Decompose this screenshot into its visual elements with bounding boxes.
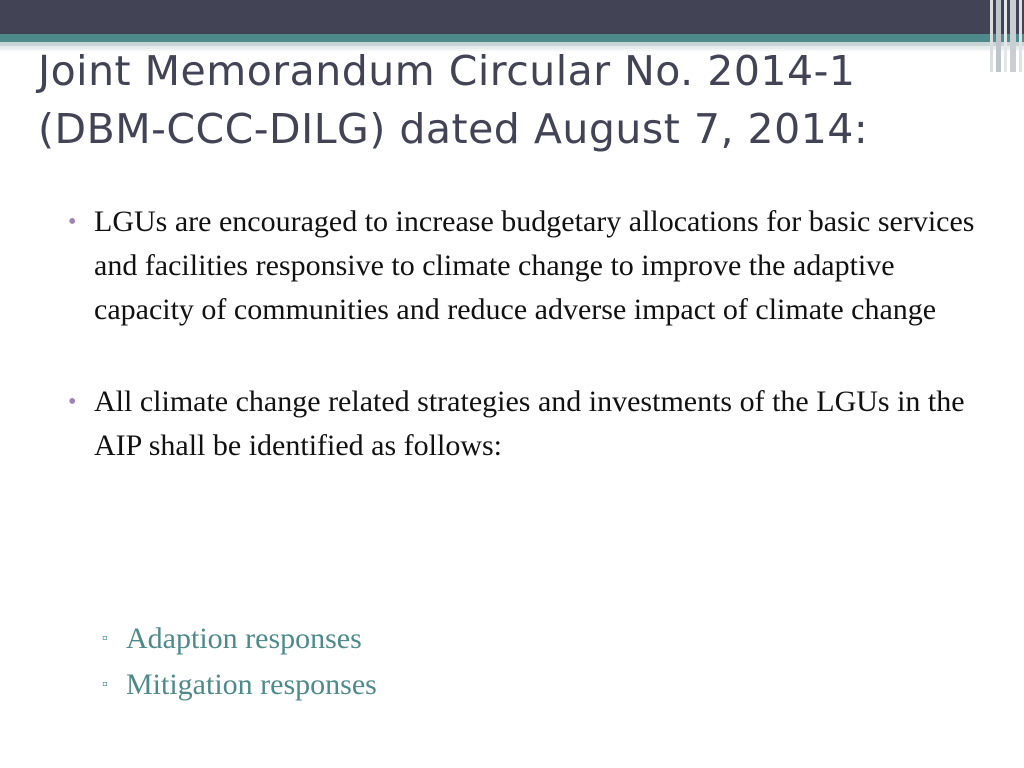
sub-bullet-list bbox=[98, 616, 798, 708]
bullet-marker-icon: • bbox=[68, 389, 77, 415]
bullet-marker-icon: • bbox=[68, 209, 77, 235]
square-bullet-icon: ▫ bbox=[102, 630, 108, 647]
top-banner bbox=[0, 0, 1024, 34]
sub-bullet-text: Adaption responses bbox=[126, 622, 362, 655]
sub-bullet-item bbox=[98, 662, 798, 708]
bullet-list bbox=[62, 200, 992, 468]
bullet-text: LGUs are encouraged to increase budgetary allocations for basic services and facilities responsive to climate change to improve the adaptive capacity of communities and reduce adverse impact of climate change bbox=[94, 205, 975, 326]
title-line-2: (DBM-CCC-DILG) dated August 7, 2014: bbox=[38, 105, 869, 153]
sub-bullet-item bbox=[98, 616, 798, 662]
title-line-1: Joint Memorandum Circular No. 2014-1 bbox=[38, 47, 856, 95]
teal-banner-stripe bbox=[0, 34, 1024, 42]
slide-title bbox=[38, 42, 998, 158]
bullet-text: All climate change related strategies and investments of the LGUs in the AIP shall be identified as follows: bbox=[94, 385, 965, 462]
bullet-item bbox=[62, 380, 992, 468]
bullet-item bbox=[62, 200, 992, 332]
square-bullet-icon: ▫ bbox=[102, 676, 108, 693]
sub-bullet-text: Mitigation responses bbox=[126, 668, 377, 701]
